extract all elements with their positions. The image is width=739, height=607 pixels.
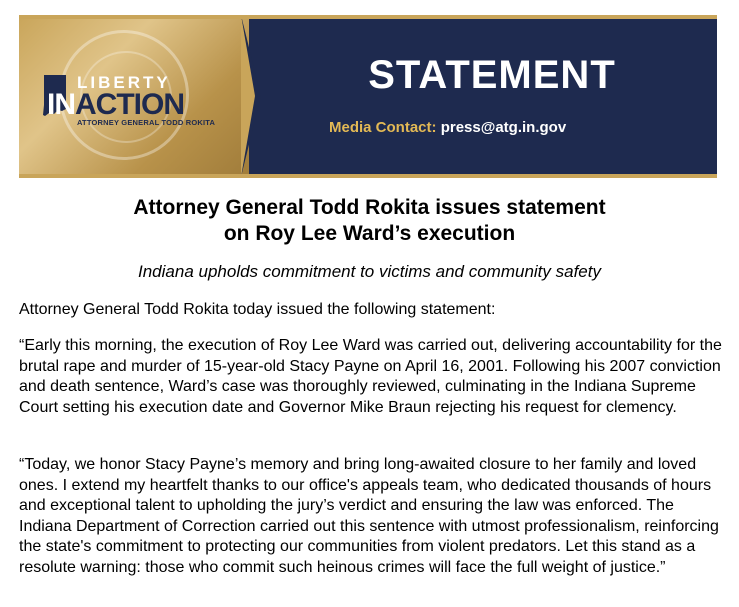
logo-subtitle: ATTORNEY GENERAL TODD ROKITA bbox=[77, 118, 216, 127]
logo-liberty-text: LIBERTY bbox=[77, 73, 171, 92]
banner-bottom-stripe bbox=[19, 174, 717, 178]
statement-banner bbox=[19, 15, 717, 178]
media-contact-label: Media Contact: bbox=[329, 119, 437, 136]
intro-paragraph: Attorney General Todd Rokita today issued the following statement: bbox=[19, 301, 496, 318]
media-contact bbox=[329, 119, 566, 136]
headline-line-2: on Roy Lee Ward’s execution bbox=[223, 222, 516, 245]
logo-in: IN bbox=[47, 88, 75, 121]
article-subheadline: Indiana upholds commitment to victims and community safety bbox=[138, 262, 601, 281]
statement-title: STATEMENT bbox=[368, 53, 616, 97]
quote-paragraph-2: “Today, we honor Stacy Payne’s memory and bring long-awaited closure to her family and loved ones. I extend my heartfelt thanks to our office's appeals team, who dedicated thousands of hours and exceptional talent to upholding the jury’s verdict and ensuring the law was enforced. The Indiana Department of Correction carried out this sentence with utmost professionalism, reinforcing the state's commitment to protecting our communities from violent predators. Let this stand as a resolute warning: those who commit such heinous crimes will face the full weight of justice.” bbox=[19, 456, 719, 576]
logo-inaction-text bbox=[47, 88, 184, 122]
quote-paragraph-1: “Early this morning, the execution of Roy Lee Ward was carried out, delivering accountability for the brutal rape and murder of 15-year-old Stacy Payne on April 16, 2001. Following his 2007 conviction and death sentence, Ward’s case was thoroughly reviewed, culminating in the Indiana Supreme Court setting his execution date and Governor Mike Braun rejecting his request for clemency. bbox=[19, 337, 722, 416]
logo-action: ACTION bbox=[75, 88, 184, 121]
media-contact-email: press@atg.in.gov bbox=[440, 119, 567, 136]
banner-chevron bbox=[241, 15, 255, 177]
headline-line-1: Attorney General Todd Rokita issues statement bbox=[133, 196, 606, 219]
article-headline bbox=[0, 195, 739, 247]
banner-top-stripe bbox=[19, 15, 717, 19]
